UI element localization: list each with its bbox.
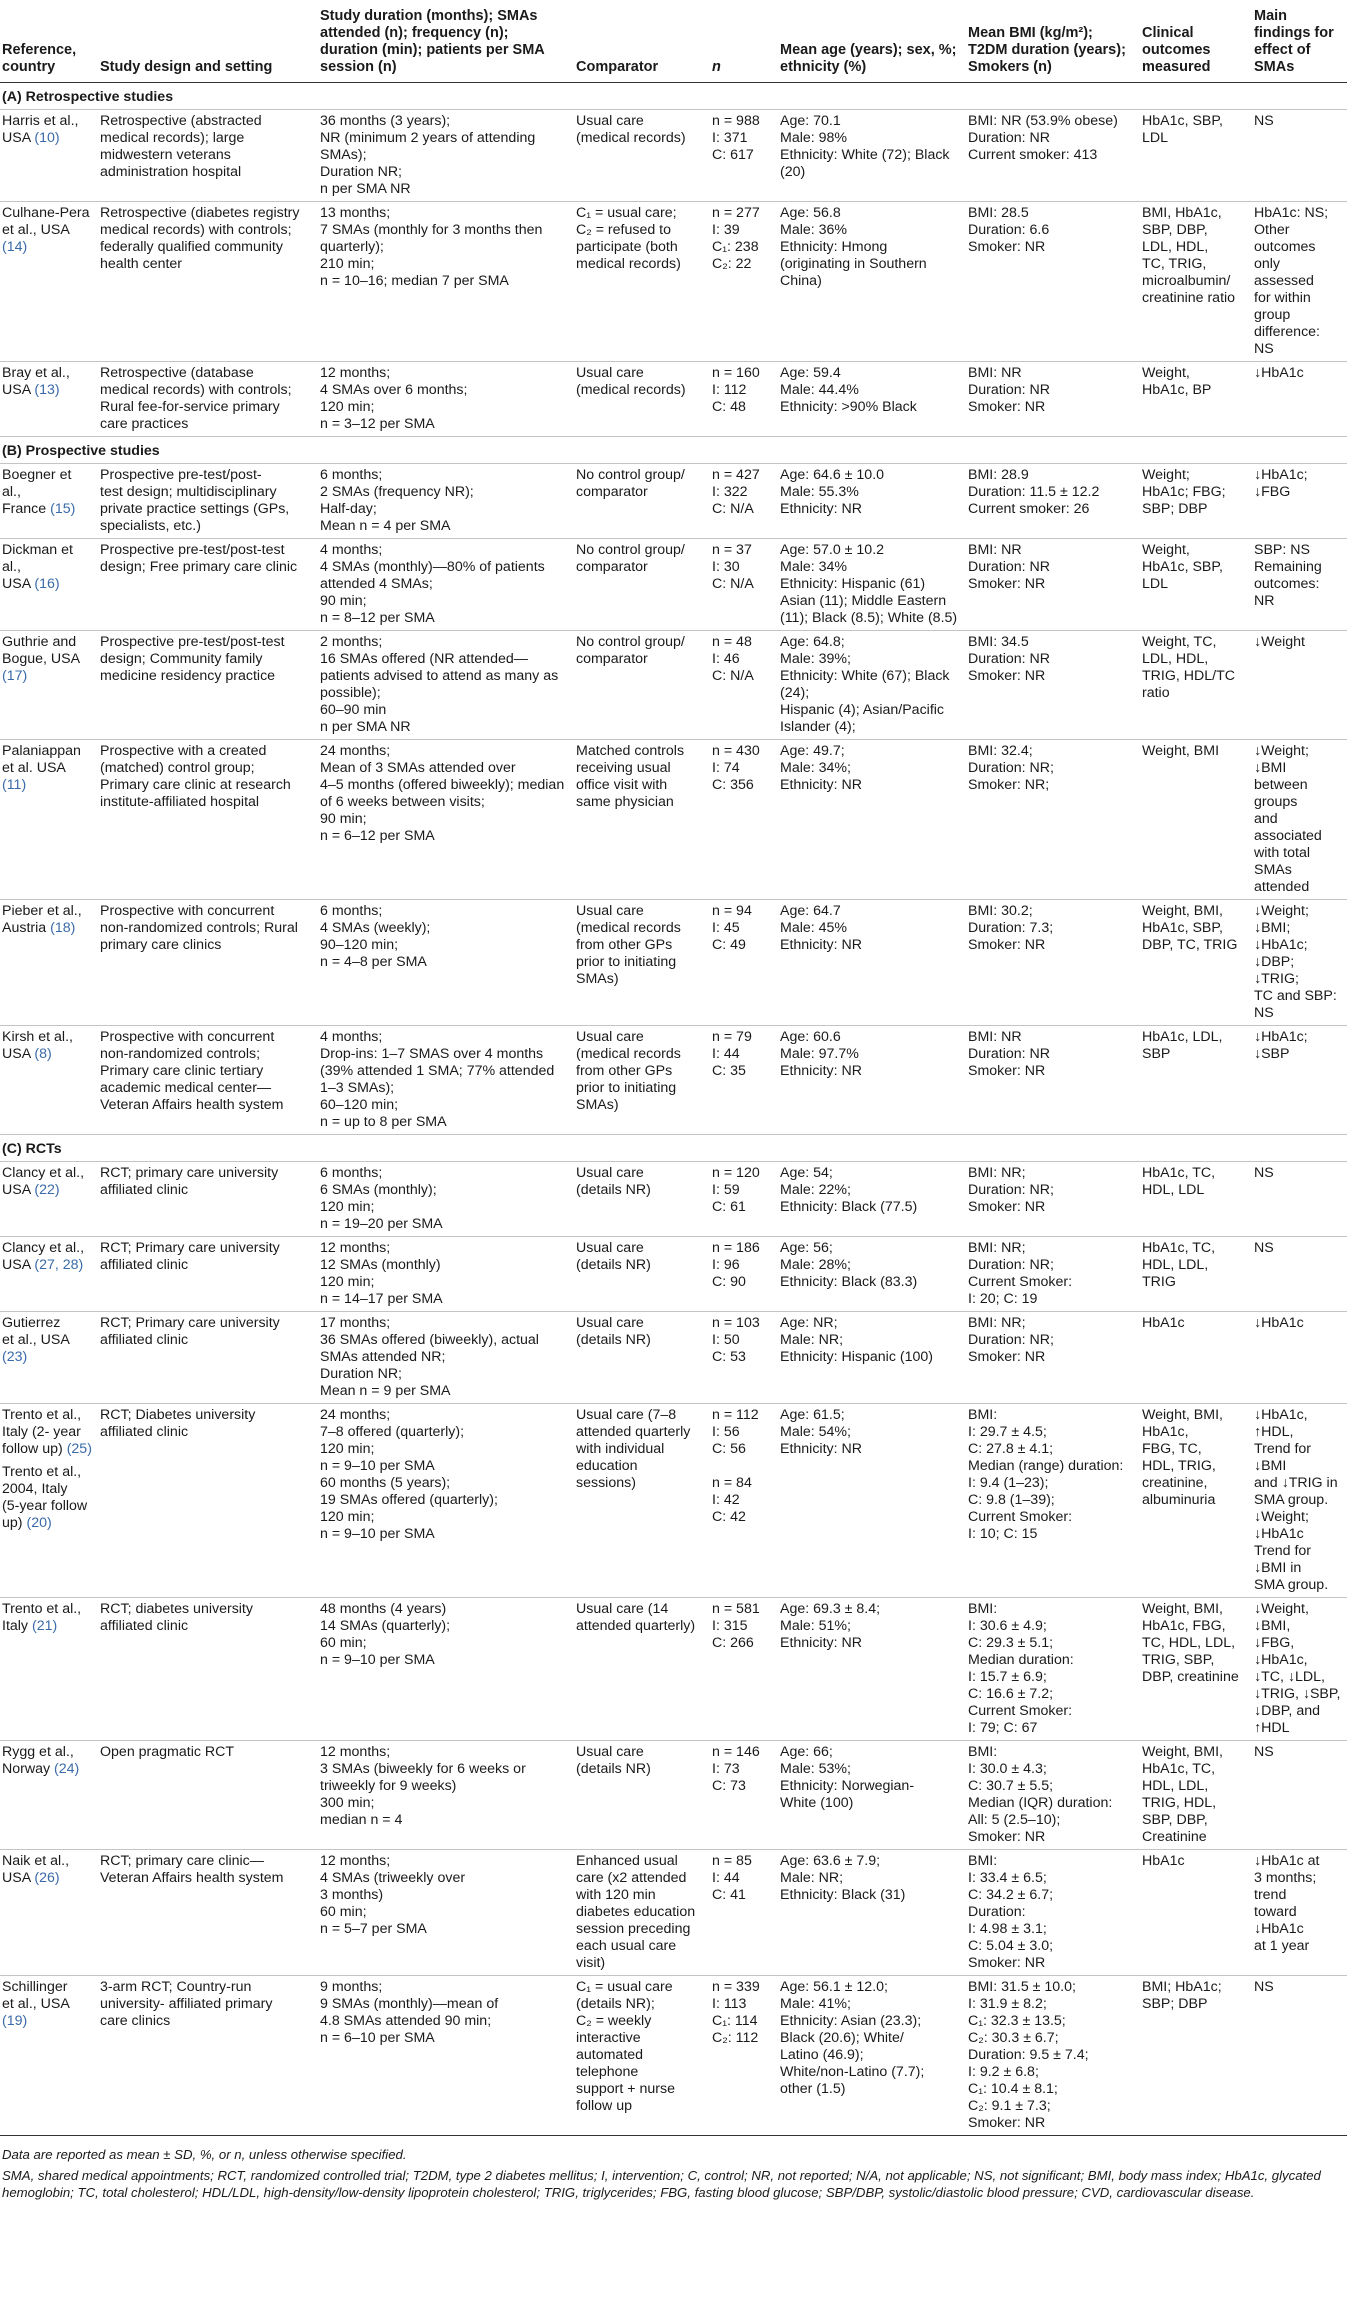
design-cell: Prospective pre-test/post-test design; Community family medicine residency practice	[98, 631, 318, 740]
table-row	[0, 1026, 1347, 1135]
reference-text: Clancy et al., USA	[2, 1240, 85, 1273]
findings-cell: ↓Weight; ↓BMI; ↓HbA1c; ↓DBP; ↓TRIG; TC and SBP: NS	[1252, 900, 1347, 1026]
comparator-cell: No control group/ comparator	[574, 539, 710, 631]
table-row	[0, 1162, 1347, 1237]
n-cell: n = 103 I: 50 C: 53	[710, 1312, 778, 1404]
reference-cell	[0, 1404, 98, 1598]
bmi-cell: BMI: NR (53.9% obese) Duration: NR Current smoker: 413	[966, 110, 1140, 202]
bmi-cell: BMI: 30.2; Duration: 7.3; Smoker: NR	[966, 900, 1140, 1026]
comparator-cell: Usual care (medical records from other GPs prior to initiating SMAs)	[574, 900, 710, 1026]
findings-cell: ↓HbA1c; ↓SBP	[1252, 1026, 1347, 1135]
findings-cell: ↓HbA1c, ↑HDL, Trend for ↓BMI and ↓TRIG in SMA group. ↓Weight; ↓HbA1c Trend for ↓BMI in SMA group.	[1252, 1404, 1347, 1598]
header-duration: Study duration (months); SMAs attended (n); frequency (n); duration (min); patients per SMA session (n)	[318, 4, 574, 83]
reference-cell	[0, 362, 98, 437]
bmi-cell: BMI: 28.9 Duration: 11.5 ± 12.2 Current smoker: 26	[966, 464, 1140, 539]
reference-cell	[0, 1741, 98, 1850]
outcomes-cell: HbA1c	[1140, 1850, 1252, 1976]
demographics-cell: Age: 59.4 Male: 44.4% Ethnicity: >90% Black	[778, 362, 966, 437]
footnote-abbreviations: SMA, shared medical appointments; RCT, randomized controlled trial; T2DM, type 2 diabetes mellitus; I, intervention; C, control; NR, not reported; N/A, not applicable; NS, not significant; BMI, body mass index; HbA1c, glycated hemoglobin; TC, total cholesterol; HDL/LDL, high-density/low-density lipoprotein cholesterol; TRIG, triglycerides; FBG, fasting blood glucose; SBP/DBP, systolic/diastolic blood pressure; CVD, cardiovascular disease.	[2, 2168, 1321, 2200]
table-row	[0, 110, 1347, 202]
reference-text: Rygg et al., Norway	[2, 1744, 74, 1777]
duration-cell: 2 months; 16 SMAs offered (NR attended— patients advised to attend as many as possible); 60–90 min n per SMA NR	[318, 631, 574, 740]
comparator-cell: Usual care (details NR)	[574, 1237, 710, 1312]
reference-text: Gutierrez et al., USA	[2, 1315, 70, 1348]
table-row	[0, 202, 1347, 362]
n-cell: n = 37 I: 30 C: N/A	[710, 539, 778, 631]
demographics-cell: Age: 57.0 ± 10.2 Male: 34% Ethnicity: Hispanic (61) Asian (11); Middle Eastern (11); Black (8.5); White (8.5)	[778, 539, 966, 631]
comparator-cell: Enhanced usual care (x2 attended with 120 min diabetes education session preceding each usual care visit)	[574, 1850, 710, 1976]
reference-text: Clancy et al., USA	[2, 1165, 85, 1198]
outcomes-cell: HbA1c	[1140, 1312, 1252, 1404]
table-row	[0, 464, 1347, 539]
design-cell: Prospective pre-test/post-test design; Free primary care clinic	[98, 539, 318, 631]
duration-cell: 13 months; 7 SMAs (monthly for 3 months then quarterly); 210 min; n = 10–16; median 7 per SMA	[318, 202, 574, 362]
bmi-cell: BMI: NR Duration: NR Smoker: NR	[966, 362, 1140, 437]
header-age: Mean age (years); sex, %; ethnicity (%)	[778, 4, 966, 83]
duration-cell: 12 months; 12 SMAs (monthly) 120 min; n = 14–17 per SMA	[318, 1237, 574, 1312]
table-row	[0, 631, 1347, 740]
reference-text: Pieber et al., Austria	[2, 903, 82, 936]
findings-cell: ↓Weight	[1252, 631, 1347, 740]
outcomes-cell: Weight, BMI, HbA1c, FBG, TC, HDL, TRIG, creatinine, albuminuria	[1140, 1404, 1252, 1598]
bmi-cell: BMI: I: 29.7 ± 4.5; C: 27.8 ± 4.1; Median (range) duration: I: 9.4 (1–23); C: 9.8 (1–39); Current Smoker: I: 10; C: 15	[966, 1404, 1140, 1598]
citation-link[interactable]: (24)	[54, 1761, 80, 1777]
n-cell: n = 988 I: 371 C: 617	[710, 110, 778, 202]
duration-cell: 12 months; 4 SMAs (triweekly over 3 months) 60 min; n = 5–7 per SMA	[318, 1850, 574, 1976]
reference-text: Trento et al., Italy (2- year follow up)	[2, 1407, 82, 1457]
reference-text: Culhane-Pera et al., USA	[2, 205, 90, 238]
findings-cell: NS	[1252, 1741, 1347, 1850]
duration-cell: 12 months; 3 SMAs (biweekly for 6 weeks or triweekly for 9 weeks) 300 min; median n = 4	[318, 1741, 574, 1850]
outcomes-cell: BMI; HbA1c; SBP; DBP	[1140, 1976, 1252, 2136]
citation-link[interactable]: (25)	[66, 1441, 92, 1457]
n-cell: n = 120 I: 59 C: 61	[710, 1162, 778, 1237]
reference-text: Harris et al., USA	[2, 113, 79, 146]
table-row	[0, 362, 1347, 437]
comparator-cell: Usual care (14 attended quarterly)	[574, 1598, 710, 1741]
comparator-cell: Usual care (medical records)	[574, 362, 710, 437]
design-cell: Open pragmatic RCT	[98, 1741, 318, 1850]
bmi-cell: BMI: 34.5 Duration: NR Smoker: NR	[966, 631, 1140, 740]
findings-cell: ↓HbA1c	[1252, 1312, 1347, 1404]
duration-cell: 24 months; 7–8 offered (quarterly); 120 min; n = 9–10 per SMA 60 months (5 years); 19 SMAs offered (quarterly); 120 min; n = 9–10 per SMA	[318, 1404, 574, 1598]
duration-cell: 17 months; 36 SMAs offered (biweekly), actual SMAs attended NR; Duration NR; Mean n = 9 per SMA	[318, 1312, 574, 1404]
duration-cell: 36 months (3 years); NR (minimum 2 years of attending SMAs); Duration NR; n per SMA NR	[318, 110, 574, 202]
design-cell: 3-arm RCT; Country-run university- affiliated primary care clinics	[98, 1976, 318, 2136]
reference-text: Trento et al., Italy	[2, 1601, 82, 1634]
reference-cell	[0, 1237, 98, 1312]
section-title: (B) Prospective studies	[0, 437, 1347, 464]
outcomes-cell: Weight, BMI, HbA1c, SBP, DBP, TC, TRIG	[1140, 900, 1252, 1026]
section-header-row	[0, 437, 1347, 464]
findings-cell: SBP: NS Remaining outcomes: NR	[1252, 539, 1347, 631]
bmi-cell: BMI: NR; Duration: NR; Current Smoker: I: 20; C: 19	[966, 1237, 1140, 1312]
bmi-cell: BMI: 31.5 ± 10.0; I: 31.9 ± 8.2; C₁: 32.3 ± 13.5; C₂: 30.3 ± 6.7; Duration: 9.5 ± 7.4; I: 9.2 ± 6.8; C₁: 10.4 ± 8.1; C₂: 9.1 ± 7.3; Smoker: NR	[966, 1976, 1140, 2136]
findings-cell: NS	[1252, 1976, 1347, 2136]
n-cell: n = 427 I: 322 C: N/A	[710, 464, 778, 539]
bmi-cell: BMI: I: 30.6 ± 4.9; C: 29.3 ± 5.1; Median duration: I: 15.7 ± 6.9; C: 16.6 ± 7.2; Current Smoker: I: 79; C: 67	[966, 1598, 1140, 1741]
outcomes-cell: Weight, BMI	[1140, 740, 1252, 900]
comparator-cell: Usual care (7–8 attended quarterly with individual education sessions)	[574, 1404, 710, 1598]
reference-cell	[0, 900, 98, 1026]
reference-cell	[0, 631, 98, 740]
reference-text: Schillinger et al., USA	[2, 1979, 70, 2012]
bmi-cell: BMI: NR; Duration: NR; Smoker: NR	[966, 1312, 1140, 1404]
bmi-cell: BMI: I: 33.4 ± 6.5; C: 34.2 ± 6.7; Duration: I: 4.98 ± 3.1; C: 5.04 ± 3.0; Smoker: NR	[966, 1850, 1140, 1976]
demographics-cell: Age: 64.8; Male: 39%; Ethnicity: White (67); Black (24); Hispanic (4); Asian/Pacific Islander (4);	[778, 631, 966, 740]
table-row	[0, 1741, 1347, 1850]
demographics-cell: Age: 60.6 Male: 97.7% Ethnicity: NR	[778, 1026, 966, 1135]
n-cell: n = 79 I: 44 C: 35	[710, 1026, 778, 1135]
comparator-cell: Usual care (medical records from other GPs prior to initiating SMAs)	[574, 1026, 710, 1135]
reference-cell	[0, 1598, 98, 1741]
duration-cell: 48 months (4 years) 14 SMAs (quarterly); 60 min; n = 9–10 per SMA	[318, 1598, 574, 1741]
header-reference: Reference, country	[0, 4, 98, 83]
n-cell: n = 48 I: 46 C: N/A	[710, 631, 778, 740]
design-cell: Retrospective (database medical records) with controls; Rural fee-for-service primary care practices	[98, 362, 318, 437]
comparator-cell: Usual care (details NR)	[574, 1741, 710, 1850]
citation-link[interactable]: (13)	[34, 382, 60, 398]
table-row	[0, 1404, 1347, 1598]
n-cell: n = 430 I: 74 C: 356	[710, 740, 778, 900]
duration-cell: 9 months; 9 SMAs (monthly)—mean of 4.8 SMAs attended 90 min; n = 6–10 per SMA	[318, 1976, 574, 2136]
outcomes-cell: Weight, BMI, HbA1c, FBG, TC, HDL, LDL, TRIG, SBP, DBP, creatinine	[1140, 1598, 1252, 1741]
demographics-cell: Age: 70.1 Male: 98% Ethnicity: White (72); Black (20)	[778, 110, 966, 202]
findings-cell: ↓Weight; ↓BMI between groups and associated with total SMAs attended	[1252, 740, 1347, 900]
bmi-cell: BMI: NR Duration: NR Smoker: NR	[966, 539, 1140, 631]
demographics-cell: Age: 66; Male: 53%; Ethnicity: Norwegian- White (100)	[778, 1741, 966, 1850]
n-cell: n = 112 I: 56 C: 56 n = 84 I: 42 C: 42	[710, 1404, 778, 1598]
citation-link[interactable]: (19)	[2, 2013, 28, 2029]
findings-cell: NS	[1252, 1237, 1347, 1312]
reference-text: Guthrie and Bogue, USA	[2, 634, 80, 667]
header-design: Study design and setting	[98, 4, 318, 83]
duration-cell: 12 months; 4 SMAs over 6 months; 120 min; n = 3–12 per SMA	[318, 362, 574, 437]
table-body	[0, 83, 1347, 2136]
table-row	[0, 1598, 1347, 1741]
citation-link[interactable]: (15)	[50, 501, 76, 517]
duration-cell: 4 months; 4 SMAs (monthly)—80% of patients attended 4 SMAs; 90 min; n = 8–12 per SMA	[318, 539, 574, 631]
bmi-cell: BMI: NR; Duration: NR; Smoker: NR	[966, 1162, 1140, 1237]
reference-cell	[0, 740, 98, 900]
outcomes-cell: Weight, HbA1c, SBP, LDL	[1140, 539, 1252, 631]
citation-link[interactable]: (21)	[31, 1618, 58, 1634]
citation-link[interactable]: (26)	[34, 1870, 60, 1886]
findings-cell: ↓HbA1c; ↓FBG	[1252, 464, 1347, 539]
duration-cell: 6 months; 4 SMAs (weekly); 90–120 min; n = 4–8 per SMA	[318, 900, 574, 1026]
table-row	[0, 900, 1347, 1026]
citation-link[interactable]: (22)	[34, 1182, 60, 1198]
outcomes-cell: Weight, HbA1c, BP	[1140, 362, 1252, 437]
reference-text: Trento et al., 2004, Italy (5-year follow up)	[2, 1464, 88, 1531]
citation-link[interactable]: (17)	[2, 668, 28, 684]
header-findings: Main findings for effect of SMAs	[1252, 4, 1347, 83]
citation-link[interactable]: (16)	[34, 576, 60, 592]
n-cell: n = 186 I: 96 C: 90	[710, 1237, 778, 1312]
reference-cell	[0, 1312, 98, 1404]
reference-cell	[0, 464, 98, 539]
demographics-cell: Age: NR; Male: NR; Ethnicity: Hispanic (100)	[778, 1312, 966, 1404]
reference-text: Palaniappan et al. USA	[2, 743, 81, 776]
outcomes-cell: Weight, BMI, HbA1c, TC, HDL, LDL, TRIG, HDL, SBP, DBP, Creatinine	[1140, 1741, 1252, 1850]
table-row	[0, 740, 1347, 900]
outcomes-cell: HbA1c, LDL, SBP	[1140, 1026, 1252, 1135]
n-cell: n = 581 I: 315 C: 266	[710, 1598, 778, 1741]
outcomes-cell: HbA1c, TC, HDL, LDL	[1140, 1162, 1252, 1237]
design-cell: RCT; Primary care university affiliated clinic	[98, 1312, 318, 1404]
findings-cell: HbA1c: NS; Other outcomes only assessed for within group difference: NS	[1252, 202, 1347, 362]
reference-cell	[0, 1026, 98, 1135]
design-cell: RCT; Primary care university affiliated clinic	[98, 1237, 318, 1312]
reference-text: Kirsh et al., USA	[2, 1029, 73, 1062]
demographics-cell: Age: 49.7; Male: 34%; Ethnicity: NR	[778, 740, 966, 900]
comparator-cell: Usual care (details NR)	[574, 1162, 710, 1237]
header-bmi: Mean BMI (kg/m²); T2DM duration (years); Smokers (n)	[966, 4, 1140, 83]
n-cell: n = 277 I: 39 C₁: 238 C₂: 22	[710, 202, 778, 362]
findings-cell: NS	[1252, 110, 1347, 202]
design-cell: Retrospective (diabetes registry medical records) with controls; federally qualified community health center	[98, 202, 318, 362]
comparator-cell: Usual care (details NR)	[574, 1312, 710, 1404]
design-cell: RCT; primary care university affiliated clinic	[98, 1162, 318, 1237]
demographics-cell: Age: 56; Male: 28%; Ethnicity: Black (83.3)	[778, 1237, 966, 1312]
outcomes-cell: HbA1c, SBP, LDL	[1140, 110, 1252, 202]
table-row	[0, 1237, 1347, 1312]
demographics-cell: Age: 54; Male: 22%; Ethnicity: Black (77.5)	[778, 1162, 966, 1237]
table-footnotes	[0, 2136, 1347, 2201]
findings-cell: ↓Weight, ↓BMI, ↓FBG, ↓HbA1c, ↓TC, ↓LDL, ↓TRIG, ↓SBP, ↓DBP, and ↑HDL	[1252, 1598, 1347, 1741]
duration-cell: 24 months; Mean of 3 SMAs attended over 4–5 months (offered biweekly); median of 6 weeks between visits; 90 min; n = 6–12 per SMA	[318, 740, 574, 900]
header-outcomes: Clinical outcomes measured	[1140, 4, 1252, 83]
reference-cell	[0, 202, 98, 362]
n-cell: n = 146 I: 73 C: 73	[710, 1741, 778, 1850]
table-row	[0, 1850, 1347, 1976]
comparator-cell: No control group/ comparator	[574, 631, 710, 740]
n-cell: n = 85 I: 44 C: 41	[710, 1850, 778, 1976]
demographics-cell: Age: 56.8 Male: 36% Ethnicity: Hmong (originating in Southern China)	[778, 202, 966, 362]
demographics-cell: Age: 64.7 Male: 45% Ethnicity: NR	[778, 900, 966, 1026]
design-cell: Prospective pre-test/post- test design; multidisciplinary private practice settings (GPs, specialists, etc.)	[98, 464, 318, 539]
outcomes-cell: BMI, HbA1c, SBP, DBP, LDL, HDL, TC, TRIG, microalbumin/ creatinine ratio	[1140, 202, 1252, 362]
table-row	[0, 539, 1347, 631]
comparator-cell: No control group/ comparator	[574, 464, 710, 539]
design-cell: RCT; diabetes university affiliated clinic	[98, 1598, 318, 1741]
demographics-cell: Age: 56.1 ± 12.0; Male: 41%; Ethnicity: Asian (23.3); Black (20.6); White/ Latino (46.9); White/non-Latino (7.7); other (1.5)	[778, 1976, 966, 2136]
bmi-cell: BMI: 28.5 Duration: 6.6 Smoker: NR	[966, 202, 1140, 362]
reference-cell	[0, 539, 98, 631]
n-cell: n = 94 I: 45 C: 49	[710, 900, 778, 1026]
design-cell: RCT; Diabetes university affiliated clinic	[98, 1404, 318, 1598]
design-cell: Prospective with a created (matched) control group; Primary care clinic at research institute-affiliated hospital	[98, 740, 318, 900]
demographics-cell: Age: 63.6 ± 7.9; Male: NR; Ethnicity: Black (31)	[778, 1850, 966, 1976]
design-cell: Prospective with concurrent non-randomized controls; Rural primary care clinics	[98, 900, 318, 1026]
n-cell: n = 339 I: 113 C₁: 114 C₂: 112	[710, 1976, 778, 2136]
design-cell: RCT; primary care clinic— Veteran Affairs health system	[98, 1850, 318, 1976]
findings-cell: ↓HbA1c	[1252, 362, 1347, 437]
citation-link[interactable]: (14)	[2, 239, 28, 255]
table-row	[0, 1976, 1347, 2136]
footnote-data-format: Data are reported as mean ± SD, %, or n, unless otherwise specified.	[2, 2147, 407, 2162]
section-title: (C) RCTs	[0, 1135, 1347, 1162]
demographics-cell: Age: 69.3 ± 8.4; Male: 51%; Ethnicity: NR	[778, 1598, 966, 1741]
demographics-cell: Age: 64.6 ± 10.0 Male: 55.3% Ethnicity: NR	[778, 464, 966, 539]
reference-cell	[0, 110, 98, 202]
demographics-cell: Age: 61.5; Male: 54%; Ethnicity: NR	[778, 1404, 966, 1598]
header-row	[0, 4, 1347, 83]
section-header-row	[0, 1135, 1347, 1162]
duration-cell: 6 months; 2 SMAs (frequency NR); Half-day; Mean n = 4 per SMA	[318, 464, 574, 539]
bmi-cell: BMI: NR Duration: NR Smoker: NR	[966, 1026, 1140, 1135]
reference-cell	[0, 1976, 98, 2136]
outcomes-cell: Weight; HbA1c; FBG; SBP; DBP	[1140, 464, 1252, 539]
comparator-cell: Usual care (medical records)	[574, 110, 710, 202]
citation-link[interactable]: (10)	[34, 130, 60, 146]
citation-link[interactable]: (8)	[34, 1046, 52, 1062]
n-cell: n = 160 I: 112 C: 48	[710, 362, 778, 437]
reference-text: Boegner et al., France	[2, 467, 72, 517]
citation-link[interactable]: (23)	[2, 1349, 28, 1365]
design-cell: Prospective with concurrent non-randomized controls; Primary care clinic tertiary academic medical center— Veteran Affairs health system	[98, 1026, 318, 1135]
header-comparator: Comparator	[574, 4, 710, 83]
citation-link[interactable]: (20)	[26, 1515, 52, 1531]
section-header-row	[0, 83, 1347, 110]
citation-link[interactable]: (27, 28)	[34, 1257, 84, 1273]
header-n: n	[710, 4, 778, 83]
outcomes-cell: HbA1c, TC, HDL, LDL, TRIG	[1140, 1237, 1252, 1312]
reference-text: Bray et al., USA	[2, 365, 70, 398]
reference-cell	[0, 1850, 98, 1976]
studies-table	[0, 4, 1347, 2136]
duration-cell: 6 months; 6 SMAs (monthly); 120 min; n = 19–20 per SMA	[318, 1162, 574, 1237]
comparator-cell: C₁ = usual care; C₂ = refused to participate (both medical records)	[574, 202, 710, 362]
duration-cell: 4 months; Drop-ins: 1–7 SMAS over 4 months (39% attended 1 SMA; 77% attended 1–3 SMAs); 60–120 min; n = up to 8 per SMA	[318, 1026, 574, 1135]
findings-cell: ↓HbA1c at 3 months; trend toward ↓HbA1c at 1 year	[1252, 1850, 1347, 1976]
bmi-cell: BMI: I: 30.0 ± 4.3; C: 30.7 ± 5.5; Median (IQR) duration: All: 5 (2.5–10); Smoker: NR	[966, 1741, 1140, 1850]
reference-cell	[0, 1162, 98, 1237]
reference-text: Naik et al., USA	[2, 1853, 70, 1886]
comparator-cell: Matched controls receiving usual office visit with same physician	[574, 740, 710, 900]
section-title: (A) Retrospective studies	[0, 83, 1347, 110]
outcomes-cell: Weight, TC, LDL, HDL, TRIG, HDL/TC ratio	[1140, 631, 1252, 740]
citation-link[interactable]: (18)	[50, 920, 76, 936]
findings-cell: NS	[1252, 1162, 1347, 1237]
bmi-cell: BMI: 32.4; Duration: NR; Smoker: NR;	[966, 740, 1140, 900]
reference-text: Dickman et al., USA	[2, 542, 73, 592]
citation-link[interactable]: (11)	[2, 777, 27, 793]
design-cell: Retrospective (abstracted medical records); large midwestern veterans administration hospital	[98, 110, 318, 202]
table-row	[0, 1312, 1347, 1404]
comparator-cell: C₁ = usual care (details NR); C₂ = weekly interactive automated telephone support + nurse follow up	[574, 1976, 710, 2136]
